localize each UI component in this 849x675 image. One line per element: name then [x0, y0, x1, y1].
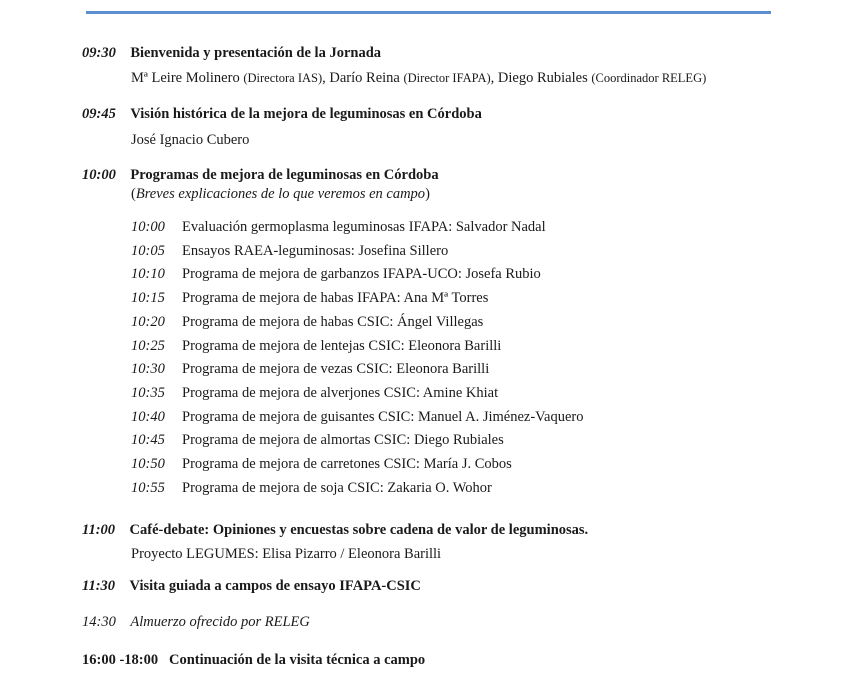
session-lunch: [82, 613, 310, 631]
program-item-time: 10:05: [131, 243, 165, 259]
session-visit: [82, 577, 421, 595]
speaker-role: Director IFAPA: [407, 71, 487, 85]
session-time: 11:00: [82, 522, 116, 538]
program-item-time: 10:15: [131, 290, 165, 306]
program-item-time: 10:30: [131, 361, 165, 377]
program-item-time: 10:20: [131, 314, 165, 330]
program-item-time: 10:55: [131, 480, 165, 496]
session-title: Visita guiada a campos de ensayo IFAPA-CSIC: [129, 578, 421, 594]
program-item-time: 10:45: [131, 432, 165, 448]
program-item-time: 10:25: [131, 338, 165, 354]
session-time: 09:30: [82, 45, 116, 61]
program-item-text: Programa de mejora de guisantes CSIC: Manuel A. Jiménez-Vaquero: [182, 409, 584, 425]
note-text: Breves explicaciones de lo que veremos en campo: [135, 186, 426, 202]
speaker-role: Coordinador RELEG: [595, 71, 703, 85]
speaker-name: Diego Rubiales: [497, 70, 588, 86]
program-item-text: Evaluación germoplasma leguminosas IFAPA: Salvador Nadal: [182, 219, 546, 235]
speaker-name: Darío Reina: [329, 70, 400, 86]
session-time: 10:00: [82, 167, 116, 183]
session-title: Visión histórica de la mejora de leguminosas en Córdoba: [130, 106, 482, 122]
program-item-time: 10:50: [131, 456, 165, 472]
session-title: Bienvenida y presentación de la Jornada: [130, 45, 382, 61]
session-time: 14:30: [82, 614, 116, 630]
header-rule: [86, 11, 771, 14]
program-item-text: Programa de mejora de soja CSIC: Zakaria O. Wohor: [182, 480, 492, 496]
session-programs: [82, 166, 439, 184]
program-item-time: 10:10: [131, 266, 165, 282]
session-history: [82, 105, 482, 123]
session-welcome-speakers: Mª Leire Molinero (Directora IAS), Darío Reina (Director IFAPA), Diego Rubiales (Coordinador RELEG): [131, 70, 707, 86]
program-item-text: Programa de mejora de garbanzos IFAPA-UCO: Josefa Rubio: [182, 266, 541, 282]
program-item-time: 10:40: [131, 409, 165, 425]
session-afternoon-visit: [82, 651, 425, 669]
program-item-text: Programa de mejora de habas IFAPA: Ana Mª Torres: [182, 290, 489, 306]
session-time: 16:00 -18:00: [82, 652, 159, 668]
session-title: Café-debate: Opiniones y encuestas sobre cadena de valor de leguminosas.: [129, 522, 589, 538]
session-welcome: [82, 44, 381, 62]
program-item-text: Ensayos RAEA-leguminosas: Josefina Sillero: [182, 243, 449, 259]
program-item-text: Programa de mejora de alverjones CSIC: Amine Khiat: [182, 385, 499, 401]
session-title: Almuerzo ofrecido por RELEG: [130, 614, 310, 630]
program-item-time: 10:35: [131, 385, 165, 401]
session-time: 09:45: [82, 106, 116, 122]
session-cafe-speaker: Proyecto LEGUMES: Elisa Pizarro / Eleonora Barilli: [131, 546, 442, 562]
speaker-name: Mª Leire Molinero: [131, 70, 240, 86]
program-item-text: Programa de mejora de lentejas CSIC: Eleonora Barilli: [182, 338, 502, 354]
program-item-text: Programa de mejora de vezas CSIC: Eleonora Barilli: [182, 361, 490, 377]
session-history-speaker: José Ignacio Cubero: [131, 132, 250, 148]
session-time: 11:30: [82, 578, 116, 594]
session-programs-note: (Breves explicaciones de lo que veremos en campo): [131, 186, 430, 202]
program-item-text: Programa de mejora de carretones CSIC: María J. Cobos: [182, 456, 512, 472]
program-item-text: Programa de mejora de habas CSIC: Ángel Villegas: [182, 314, 484, 330]
session-title: Programas de mejora de leguminosas en Córdoba: [130, 167, 439, 183]
program-item-text: Programa de mejora de almortas CSIC: Diego Rubiales: [182, 432, 504, 448]
session-cafe-debate: [82, 521, 588, 539]
program-item-time: 10:00: [131, 219, 165, 235]
session-title: Continuación de la visita técnica a campo: [169, 652, 426, 668]
speaker-role: Directora IAS: [247, 71, 318, 85]
